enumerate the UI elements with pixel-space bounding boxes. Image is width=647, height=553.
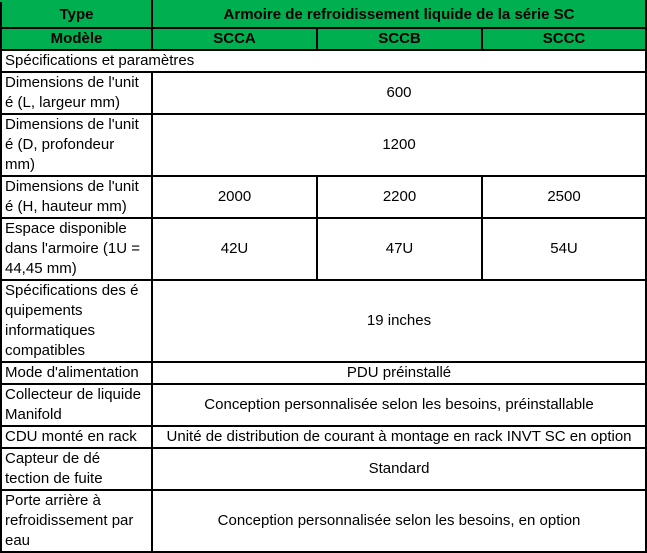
table-row [1,448,646,490]
model-sccc: SCCC [482,28,646,50]
header-row-type [1,1,646,28]
row-value: 600 [152,72,646,114]
row-value-sccc: 2500 [482,176,646,218]
row-value-sccb: 2200 [317,176,482,218]
table-row [1,176,646,218]
row-value: Conception personnalisée selon les besoins, en option [152,490,646,552]
row-label: Collecteur de liquide Manifold [1,384,152,426]
section-title: Spécifications et paramètres [1,50,646,72]
section-row [1,50,646,72]
type-label: Type [1,1,152,28]
row-label: Espace disponible dans l'armoire (1U = 44,45 mm) [1,218,152,280]
table-row [1,362,646,384]
model-label: Modèle [1,28,152,50]
table-row [1,384,646,426]
row-value: PDU préinstallé [152,362,646,384]
row-label: Capteur de dé tection de fuite [1,448,152,490]
model-scca: SCCA [152,28,317,50]
row-value-scca: 2000 [152,176,317,218]
series-title: Armoire de refroidissement liquide de la série SC [152,1,646,28]
table-row [1,218,646,280]
row-label: Porte arrière à refroidissement par eau [1,490,152,552]
table-row [1,72,646,114]
row-value: 19 inches [152,280,646,362]
row-value: Unité de distribution de courant à montage en rack INVT SC en option [152,426,646,448]
table-row [1,426,646,448]
row-label: Dimensions de l'unit é (L, largeur mm) [1,72,152,114]
row-label: CDU monté en rack [1,426,152,448]
row-value: Conception personnalisée selon les besoins, préinstallable [152,384,646,426]
model-sccb: SCCB [317,28,482,50]
row-value-sccc: 54U [482,218,646,280]
row-label: Dimensions de l'unit é (D, profondeur mm) [1,114,152,176]
row-label: Mode d'alimentation [1,362,152,384]
row-label: Spécifications des é quipements informatiques compatibles [1,280,152,362]
table-row [1,490,646,552]
table-row [1,114,646,176]
row-value: 1200 [152,114,646,176]
row-value: Standard [152,448,646,490]
row-label: Dimensions de l'unit é (H, hauteur mm) [1,176,152,218]
row-value-scca: 42U [152,218,317,280]
row-value-sccb: 47U [317,218,482,280]
header-row-model [1,28,646,50]
table-row [1,280,646,362]
